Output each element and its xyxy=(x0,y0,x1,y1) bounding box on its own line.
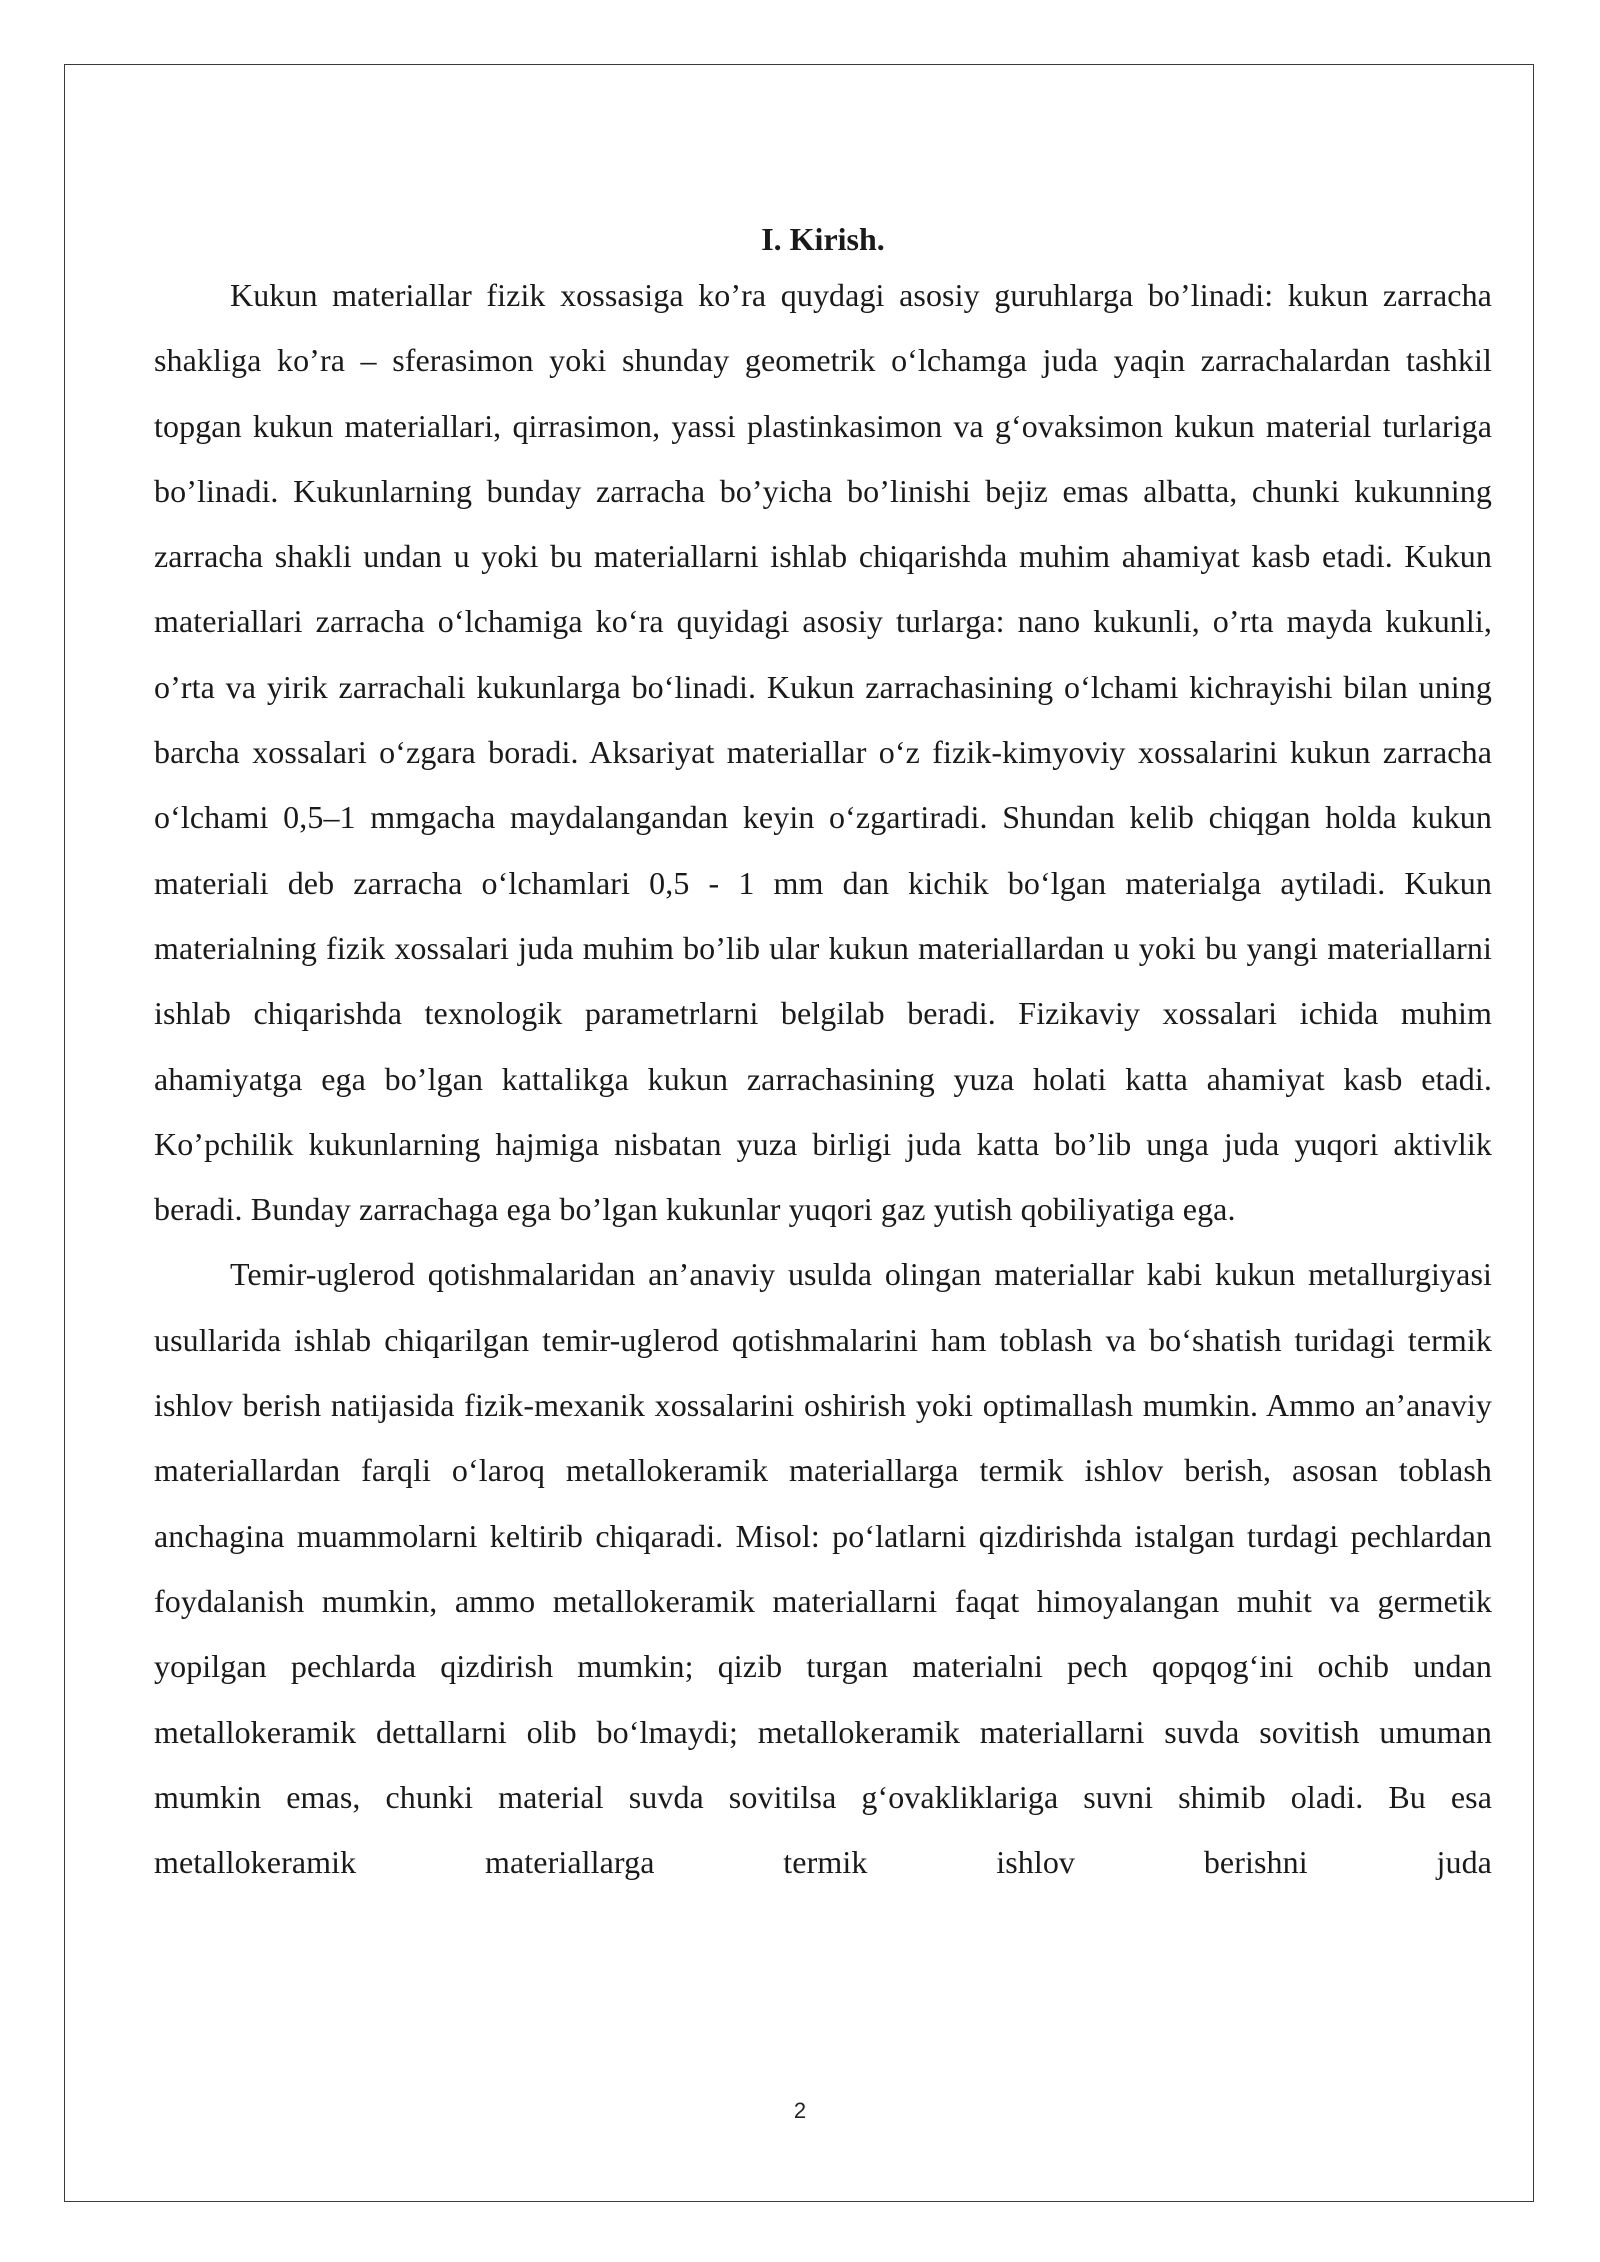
section-heading: I. Kirish. xyxy=(761,221,885,257)
document-body xyxy=(154,215,1492,1895)
page-number: 2 xyxy=(793,2098,807,2123)
paragraph-1: Kukun materiallar fizik xossasiga ko’ra quydagi asosiy guruhlarga bo’linadi: kukun zarracha shakliga ko’ra – sferasimon yoki shunday geometrik oʻlchamga juda yaqin zarrachalardan tashkil topgan kukun materiallari, qirrasimon, yassi plastinkasimon va gʻovaksimon kukun material turlariga bo’linadi. Kukunlarning bunday zarracha bo’yicha bo’linishi bejiz emas albatta, chunki kukunning zarracha shakli undan u yoki bu materiallarni ishlab chiqarishda muhim ahamiyat kasb etadi. Kukun materiallari zarracha oʻlchamiga koʻra quyidagi asosiy turlarga: nano kukunli, o’rta mayda kukunli, o’rta va yirik zarrachali kukunlarga boʻlinadi. Kukun zarrachasining oʻlchami kichrayishi bilan uning barcha xossalari oʻzgara boradi. Aksariyat materiallar oʻz fizik-kimyoviy xossalarini kukun zarracha oʻlchami 0,5–1 mmgacha maydalangandan keyin oʻzgartiradi. Shundan kelib chiqgan holda kukun materiali deb zarracha oʻlchamlari 0,5 - 1 mm dan kichik boʻlgan materialga aytiladi. Kukun materialning fizik xossalari juda muhim bo’lib ular kukun materiallardan u yoki bu yangi materiallarni ishlab chiqarishda texnologik parametrlarni belgilab beradi. Fizikaviy xossalari ichida muhim ahamiyatga ega bo’lgan kattalikga kukun zarrachasining yuza holati katta ahamiyat kasb etadi. Ko’pchilik kukunlarning hajmiga nisbatan yuza birligi juda katta bo’lib unga juda yuqori aktivlik beradi. Bunday zarrachaga ega bo’lgan kukunlar yuqori gaz yutish qobiliyatiga ega. xyxy=(154,277,1492,1228)
paragraph-2: Temir-uglerod qotishmalaridan an’anaviy usulda olingan materiallar kabi kukun metallurgiyasi usullarida ishlab chiqarilgan temir-uglerod qotishmalarini ham toblash va boʻshatish turidagi termik ishlov berish natijasida fizik-mexanik xossalarini oshirish yoki optimallash mumkin. Ammo an’anaviy materiallardan farqli oʻlaroq metallokeramik materiallarga termik ishlov berish, asosan toblash anchagina muammolarni keltirib chiqaradi. Misol: poʻlatlarni qizdirishda istalgan turdagi pechlardan foydalanish mumkin, ammo metallokeramik materiallarni faqat himoyalangan muhit va germetik yopilgan pechlarda qizdirish mumkin; qizib turgan materialni pech qopqogʻini ochib undan metallokeramik dettallarni olib boʻlmaydi; metallokeramik materiallarni suvda sovitish umuman mumkin emas, chunki material suvda sovitilsa gʻovakliklariga suvni shimib oladi. Bu esa metallokeramik materiallarga termik ishlov berishni juda xyxy=(154,1256,1492,1881)
